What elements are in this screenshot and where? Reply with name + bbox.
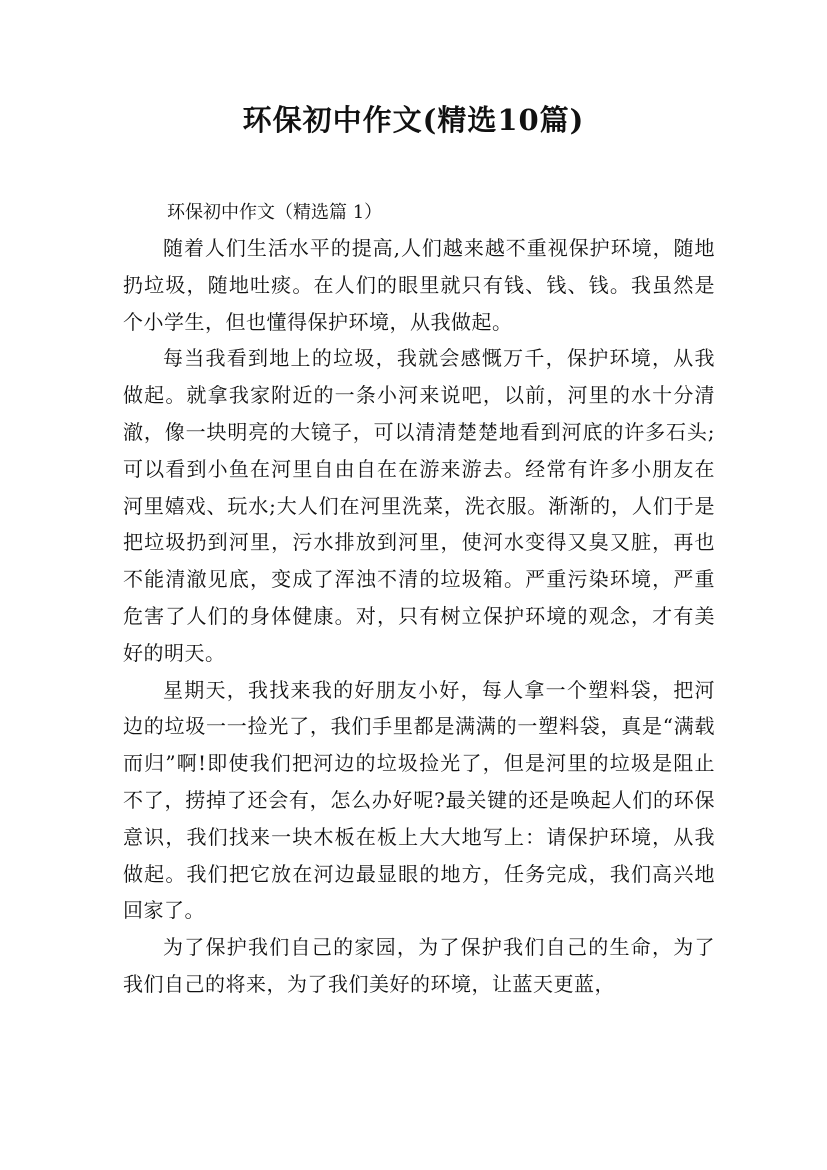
paragraph-3: 星期天，我找来我的好朋友小好，每人拿一个塑料袋，把河边的垃圾一一捡光了，我们手里都是满满的一塑料袋，真是“满载而归”啊!即使我们把河边的垃圾捡光了，但是河里的垃圾是阻止不了，捞掉了还会有，怎么办好呢?最关键的还是唤起人们的环保意识，我们找来一块木板在板上大大地写上：请保护环境，从我做起。我们把它放在河边最显眼的地方，任务完成，我们高兴地回家了。 [123,677,715,923]
paragraph-2: 每当我看到地上的垃圾，我就会感慨万千，保护环境，从我做起。就拿我家附近的一条小河来说吧，以前，河里的水十分清澈，像一块明亮的大镜子，可以清清楚楚地看到河底的许多石头;可以看到小鱼在河里自由自在在游来游去。经常有许多小朋友在河里嬉戏、玩水;大人们在河里洗菜，洗衣服。渐渐的，人们于是把垃圾扔到河里，污水排放到河里，使河水变得又臭又脏，再也不能清澈见底，变成了浑浊不清的垃圾箱。严重污染环境，严重危害了人们的身体健康。对，只有树立保护环境的观念，才有美好的明天。 [123,346,715,665]
document-body [123,198,715,1003]
document-title: 环保初中作文(精选10篇) [242,103,585,137]
section-heading: 环保初中作文（精选篇 1） [167,202,383,223]
paragraph-4: 为了保护我们自己的家园，为了保护我们自己的生命，为了我们自己的将来，为了我们美好的环境，让蓝天更蓝， [123,935,715,996]
paragraph-1: 随着人们生活水平的提高,人们越来越不重视保护环境，随地扔垃圾，随地吐痰。在人们的眼里就只有钱、钱、钱。我虽然是个小学生，但也懂得保护环境，从我做起。 [123,236,715,334]
